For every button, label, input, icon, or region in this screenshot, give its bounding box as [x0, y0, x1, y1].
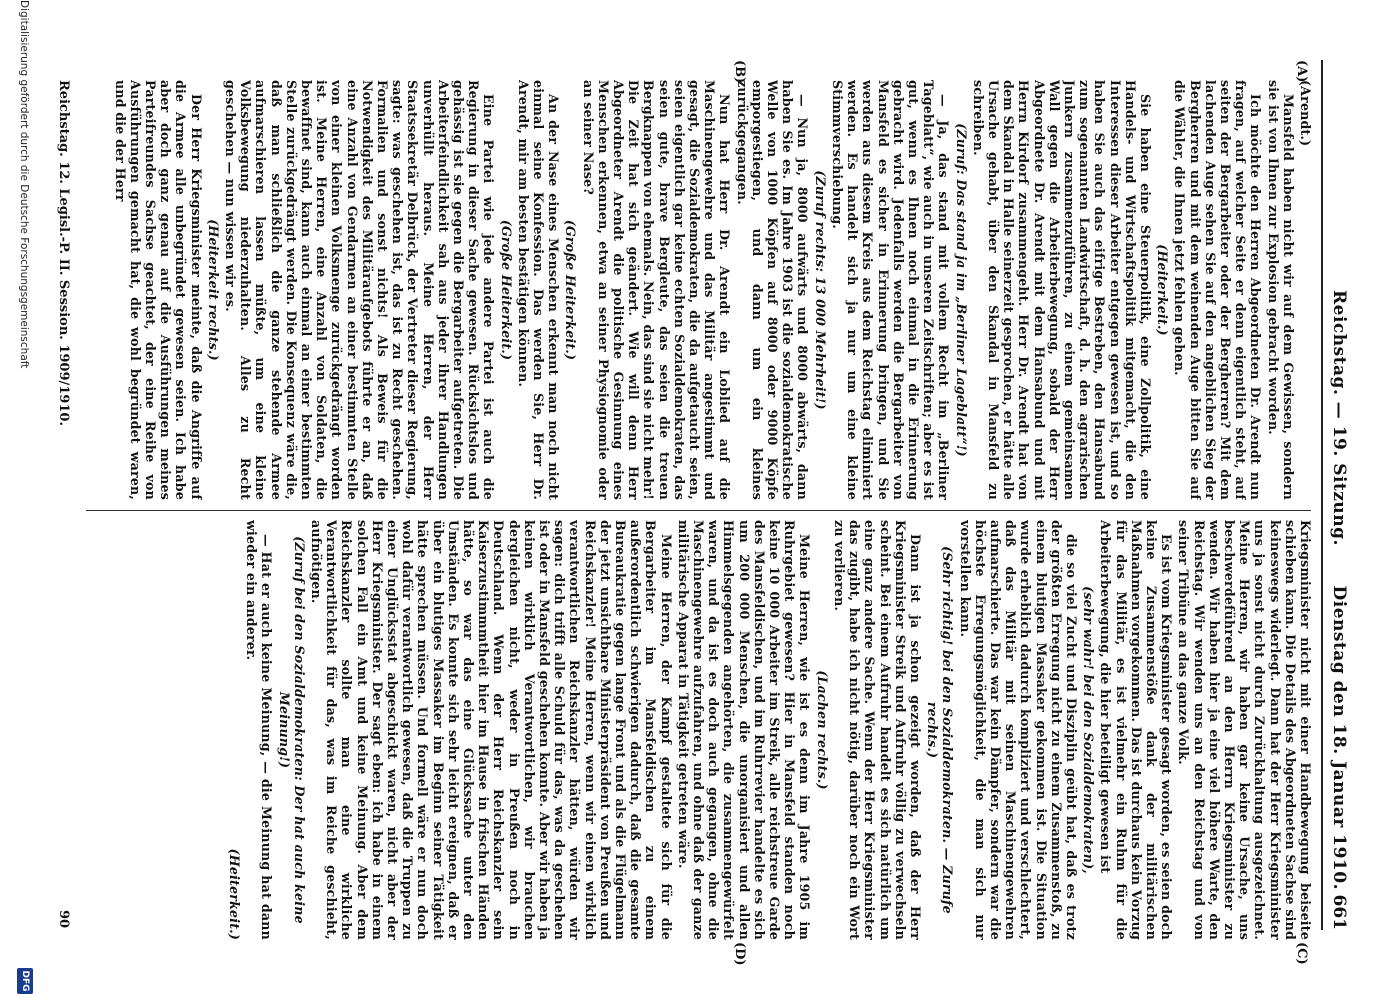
left-column-paragraph: (Heiterkeit rechts.): [205, 219, 221, 361]
left-column-paragraph: Mansfeld haben nicht wir auf dem Gewissen, sondern sie ist von Ihnen zur Explosion gebracht worden.: [1265, 80, 1296, 500]
digitization-note: [13, 0, 33, 1000]
header-date: Dienstag den 18. Januar 1910.: [1329, 585, 1349, 890]
page-header: [1321, 60, 1351, 930]
left-column-paragraph: (Zuruf: Das stand ja im „Berliner Lageblatt“!): [953, 123, 969, 457]
left-column-paragraph: Eine Partei wie jede andere Partei ist auch die Regierung in dieser Sache gewesen. Rücksichtslos und gehässig ist sie gegen die Bergarbeiter aufgetreten. Die Arbeiterfeindlichkeit sah aus jeder ihrer Handlungen unverhüllt heraus. Meine Herren, der Herr Staatssekretär Delbrück, der Vertreter dieser Regierung, sagte: was geschehen ist, das ist zu Recht geschehen. Formalien und sonst nichts! Als Beweis für die Notwendigkeit des Militäraufgebots führte er an, daß eine Anzahl von Gendarmen an einer bestimmten Stelle von einer kleinen Volksmenge zurückgedrängt worden ist. Meine Herren, eine Anzahl von Soldaten, die bewaffnet sind, kann auch einmal an einer bestimmten Stelle zurückgedrängt werden. Die Konsequenz wäre die, daß man schließlich die ganze stehende Armee aufmarschieren lassen müßte, um eine kleine Volksbewegung niederzuhalten. Alles zu Recht geschehen — nun wissen wir es.: [222, 80, 497, 500]
left-column-paragraph: (Große Heiterkeit.): [563, 219, 579, 361]
left-column-paragraph: Ich möchte den Herren Abgeordneten Dr. Arendt nun fragen, auf welcher Seite er denn eigentlich steht, auf seiten der Bergarbeiter oder der Bergherren? Mit dem lachenden Auge sehen Sie auf den angeblichen Sieg der Bergherren und mit dem weinenden Auge bitten Sie auf die Wähler, die Ihnen jetzt fehlen gehen.: [1172, 80, 1264, 500]
margin-mark-b: (B): [732, 60, 747, 84]
page-footer: [51, 80, 71, 930]
left-column-paragraph: An der Nase eines Menschen erkennt man noch nicht einmal seine Konfession. Das werden Sie, Herr Dr. Arendt, mir am besten bestätigen können.: [515, 80, 562, 500]
left-column-paragraph: (Große Heiterkeit.): [498, 219, 514, 361]
left-column-paragraph: (Arendt.): [1298, 80, 1313, 147]
right-column-paragraph: Kriegsminister nicht mit einer Handbewegung beiseite schieben kann. Die Details des Abgeordneten Sachse sind keineswegs widerlegt. Dann hat der Herr Kriegsminister uns ja sonst nicht durch Zurückhaltung ausgezeichnet. Meine Herren, wir haben gar keine Ursache, uns beschwerdeführend an den Herrn Kriegsminister zu wenden. Wir haben hier ja eine viel höhere Warte, den Reichstag. Wir wenden uns an den Reichstag und von seiner Tribüne an das ganze Volk.: [1176, 520, 1313, 940]
right-column-paragraph: die so viel Zucht und Disziplin geübt hat, daß es trotz der größten Erregung nicht zu einem Zusammenstoß, zu einem blutigen Massaker gekommen ist. Die Situation wurde erheblich dadurch kompliziert und verschlechtert, daß das Militär mit seinen Maschinengewehren aufmarschierte. Das war kein Dämpfer, sondern war die höchste Erregungsmöglichkeit, die man sich nur vorstellen kann.: [957, 520, 1079, 940]
dfg-logo: DFG: [17, 968, 33, 994]
column-divider: [86, 510, 1311, 511]
right-column-paragraph: (sehr wahr! bei den Sozialdemokraten),: [1081, 586, 1097, 874]
right-column-paragraph: Meine Herren, der Kampf gestaltete sich für die Bergarbeiter im Mansfeldischen zu einem außerordentlich schwierigen dadurch, daß die gesamte Bureaukratie gegen lange Front und als die Flügelmann der jetzt unsichtbare Ministerpräsident von Preußen und Reichskanzler! Meine Herren, wenn wir einen wirklich verantwortlichen Reichskanzler hätten, würden wir sagen: dich trifft alle Schuld für das, was da geschehen ist oder in Mansfeld geschehen konnte. Aber wir haben ja keinen wirklich Verantwortlichen, wir brauchen dergleichen nicht, weder in Preußen noch in Deutschland. Wenn der Herr Reichskanzler sein Kaiserzustimmmtheit hier im Hause in frischen Händen hätte, so war das eine Glückssache unter den Umständen. Es konnte sich sehr leicht ereignen, daß er über ein blutiges Massaker im Beginn seiner Tätigkeit hätte sprechen müssen. Und formell wäre er nun doch wohl dafür verantwortlich gewesen, daß die Truppen zu einer Unglücksstat abgeschickt waren, nicht aber der Herr Kriegsminister. Der sagt eben: ich habe in einem solchen Fall ein Amt und keine Meinung. Aber dem Reichskanzler sollte man eine wirkliche Verantwortlichkeit für das, was im Reiche geschieht, aufnötigen.: [309, 520, 674, 940]
right-column-paragraph: (Zuruf bei den Sozialdemokraten: Der hat auch keine Meinung!): [276, 536, 307, 924]
digitization-text: Digitalisierung gefördert durch die Deutsche Forschungsgemeinschaft: [18, 0, 30, 369]
left-column-paragraph: Der Herr Kriegsminister meinte, daß die Angriffe auf die Armee alle unbegründet gewesen seien. Ich habe aber doch ganz genau auf die Ausführungen meines Parteifreundes Sachse geachtet, der eine Reihe von Ausführungen gemacht hat, die wohl begründet waren, und die der Herr: [112, 80, 204, 500]
header-page-number: 661: [1329, 894, 1349, 930]
left-column-paragraph: (Zuruf rechts: 13 000 Mehrheit!): [812, 170, 828, 410]
left-column-paragraph: Sie haben eine Steuerpolitik, eine Zollpolitik, eine Handels- und Wirtschaftspolitik mitgemacht, die den Interessen dieser Arbeiter entgegen gewesen ist, und so haben Sie auch das eifrige Bestreben, den Hansabund zum sogenannten Landwirtschaft, d. h. den agrarischen Junkern zusammenzuführen, zu einem gemeinsamen Wall gegen die Arbeiterbewegung, sobald der Herr Abgeordnete Dr. Arendt mit dem Hansabund und mit Herrn Kirdorf zusammengeht. Herr Dr. Arendt hat von dem Skandal in Halle seinerzeit gesprochen, er hätte alle Ursache gehabt, über den Skandal in Mansfeld zu schreiben.: [970, 80, 1153, 500]
right-column-paragraph: (Lachen rechts.): [814, 670, 830, 790]
left-column-paragraph: — Nun ja, 8000 aufwärts und 8000 abwärts, dann haben Sie es. Im Jahre 1903 ist die sozialdemokratische Welle von 1000 Köpfen auf 8000 oder 9000 Köpfe emporgestiegen, und dann um ein kleines zurückgegangen.: [734, 80, 811, 500]
right-column-paragraph: Meine Herren, wie ist es denn im Jahre 1905 im Ruhrgebiet gewesen? Hier in Mansfeld standen noch keine 10 000 Arbeiter im Streik, alle reichstreue Garde des Mansfeldischen, und im Ruhrrevier handelte es sich um 200 000 Menschen, die unorganisiert und allen Himmelsgegenden angehörten, die zusammengewürfelt waren, und da ist es doch auch gegangen, ohne die Maschinengewehre aufzufahren, und ohne daß der ganze militärische Apparat in Tätigkeit getreten wäre.: [675, 520, 813, 940]
right-column-paragraph: (Sehr richtig! bei den Sozialdemokraten. — Zurufe rechts.): [925, 546, 956, 914]
right-column-paragraph: Dann ist ja schon gezeigt worden, daß der Herr Kriegsminister Streik und Aufruhr völlig zu verwechseln scheint. Bei einem Aufruhr handelt es sich natürlich um eine ganz andere Sache. Wenn der Herr Kriegsminister das zugibt, habe ich nicht nötig, darüber noch ein Wort zu verlieren.: [831, 520, 923, 940]
left-column-paragraph: Nun hat Herr Dr. Arendt ein Loblied auf die Maschinengewehre und das Militär angestimmt und gesagt, die Sozialdemokraten, die da aufgetaucht seien, seien eigentlich gar keine echten Sozialdemokraten, das seien gute, brave Bergleute, das seien die treuen Bergknappen von ehemals. Nein, das sind sie nicht mehr! Die Zeit hat sich geändert. Wie will denn Herr Abgeordneter Arendt die politische Gesinnung eines Menschen erkennen, etwa an seiner Physiognomie oder an seiner Nase?: [580, 80, 733, 500]
left-column-paragraph: — Ja, das stand mit vollem Recht im „Berliner Tageblatt“, wie auch in unseren Zeitschriften; aber es ist gut, wenn es Ihnen noch einmal in die Erinnerung gebracht wird. Jedenfalls werden die Bergarbeiter von Mansfeld es sicher in Erinnerung bringen, und Sie werden aus diesem Kreis aus dem Reichstag eliminiert werden. Es handelt sich ja nur um eine kleine Stimmverschiebung.: [829, 80, 952, 500]
right-column-paragraph: Es ist vom Kriegsminister gesagt worden, es seien doch keine Zusammenstöße dank der militärischen Maßnahmen vorgekommen. Das ist durchaus kein Vorzug für das Militär, es ist vielmehr ein Ruhm für die Arbeiterbewegung, die hier beteiligt gewesen ist: [1098, 520, 1175, 940]
margin-mark-a: (A): [1294, 60, 1309, 83]
right-column-paragraph: — Hat er auch keine Meinung, — die Meinung hat dann wieder ein anderer.: [244, 520, 275, 940]
footer-source: Reichstag. 12. Legisl.-P. II. Session. 1909/1910.: [56, 80, 71, 426]
header-title: Reichstag. — 19. Sitzung.: [1329, 290, 1349, 546]
text-column-right: [83, 520, 1313, 940]
right-column-paragraph: (Heiterkeit.): [226, 848, 242, 940]
text-column-left: [83, 80, 1313, 500]
margin-mark-c: (C): [1294, 942, 1309, 965]
margin-mark-d: (D): [732, 942, 747, 966]
footer-page-number: 90: [56, 910, 71, 929]
left-column-paragraph: (Heiterkeit.): [1155, 244, 1171, 336]
